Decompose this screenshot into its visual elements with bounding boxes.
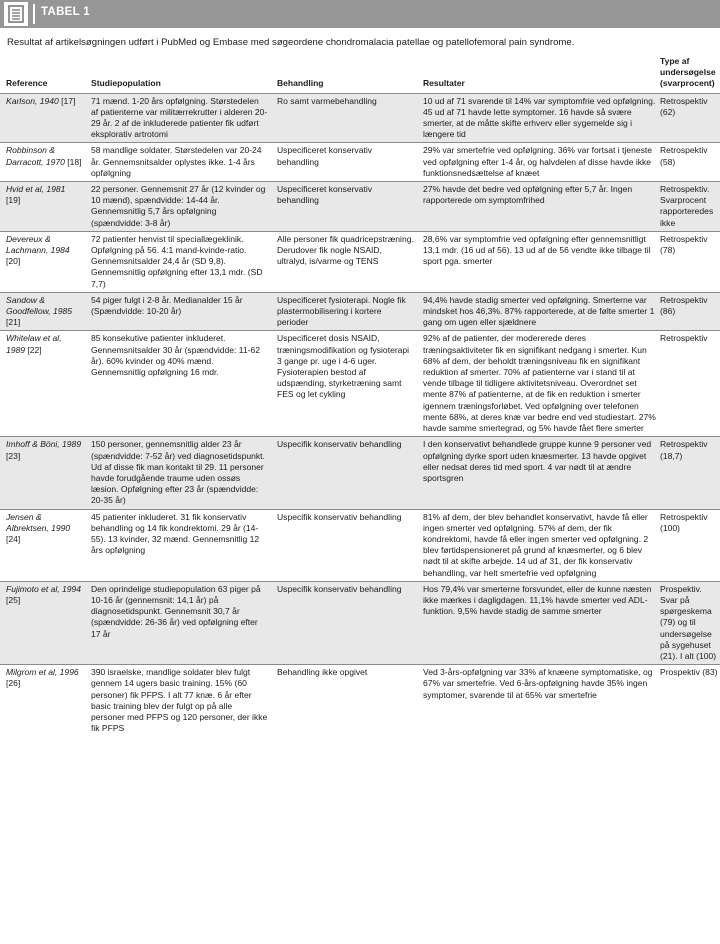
- results-cell: 28,6% var symptomfrie ved opfølgning efter gennemsnitligt 13,1 mdr. (16 ud af 56). 13 ud af de 56 vendte ikke tilbage til sport pga. smerter: [423, 233, 651, 267]
- study-type-cell: Retrospektiv (62): [660, 95, 708, 117]
- table-row: [0, 331, 720, 437]
- population-cell: 58 mandlige soldater. Størstedelen var 20-24 år. Gennemsnitsalder oplystes ikke. 1-4 års opfølgning: [91, 145, 262, 178]
- population-cell: 85 konsekutive patienter inkluderet. Gennemsnitsalder 30 år (spændvidde: 11-62 år). 60% kvinder og 40% mænd. Gennemsnitlig opfølgning 16 mdr.: [91, 333, 260, 378]
- reference-number: [26]: [6, 678, 21, 689]
- reference-authors: Milgrom et al, 1996: [6, 667, 79, 678]
- reference-cell: [0, 437, 85, 509]
- reference-number: [17]: [61, 95, 76, 106]
- reference-authors: Devereux & Lachmann, 1984: [6, 233, 70, 256]
- reference-cell: [0, 581, 85, 664]
- study-type-cell: Retrospektiv (18,7): [660, 439, 708, 461]
- results-cell: I den konservativt behandlede gruppe kunne 9 personer ved opfølgning dyrke sport uden knæsmerter. 13 havde opgivet eller nedsat deres tid med sport. 4 var nødt til at ændre sportsgren: [423, 439, 652, 483]
- population-cell: 72 patienter henvist til speciallægeklinik. Opfølgning på 56. 4:1 mand-kvinde-ratio. Gennemsnitsalder 24,4 år (SD 9,8). Gennemsnitlig opfølgning efter 13,1 mdr. (SD 7,7): [91, 233, 263, 289]
- table-title: TABEL 1: [41, 6, 90, 18]
- reference-cell: [0, 231, 85, 292]
- reference-cell: [0, 93, 85, 143]
- reference-number: [23]: [6, 450, 21, 461]
- results-cell: 92% af de patienter, der modererede deres træningsaktiviteter fik en signifikant nedgang i smerter. Kun 68% af dem, der beholdt træningsniveau fik en signifikant reduktion af smerter. 70% af patienterne var i stand til at vende tilbage til tidligere aktivitetsniveau. Overordnet set mente 87% af patienterne, at de fik en reduktion i smerter igennem træningsforløbet. Ved opfølgning over telefonen mente 68%, at deres knæ var bedre end ved studiestart. 27% havde samme smertegrad, og 5% havde fået flere smerter: [423, 333, 656, 434]
- reference-authors: Jensen & Albrektsen, 1990: [6, 511, 71, 533]
- column-header-treatment: Behandling: [277, 78, 324, 89]
- population-cell: 150 personer, gennemsnitlig alder 23 år (spændvidde: 7-52 år) ved diagnosetidspunkt. Ud af disse fik man kontakt til 29. 11 personer havde forudgående traume uden ossøs læsion. Opfølgning efter 23 år (spændvidde: 20-35 år): [91, 439, 265, 506]
- results-cell: Hos 79,4% var smerterne forsvundet, eller de kunne næsten ikke mærkes i dagligdagen. 11,1% havde smerter ved ADL-funktion. 9,5% havde stadig de samme smerter: [423, 583, 652, 617]
- treatment-cell: Uspecificeret fysioterapi. Nogle fik plastermobilisering i kortere perioder: [277, 294, 406, 328]
- table-row: [0, 509, 720, 581]
- reference-cell: [0, 182, 85, 232]
- column-header-population: Studiepopulation: [91, 78, 161, 89]
- table-row: [0, 581, 720, 664]
- reference-authors: Whitelaw et al, 1989: [6, 333, 62, 355]
- reference-cell: [0, 143, 85, 182]
- results-cell: 10 ud af 71 svarende til 14% var symptomfrie ved opfølgning. 45 ud af 71 havde lette symptomer. 16 havde så svære smerter, at de måtte skifte erhverv eller sygemelde sig i længere tid: [423, 95, 656, 140]
- reference-cell: [0, 292, 85, 331]
- study-type-cell: Retrospektiv (86): [660, 294, 708, 317]
- reference-number: [24]: [6, 533, 21, 544]
- treatment-cell: Alle personer fik quadricepstræning. Derudover fik nogle NSAID, ultralyd, is/varme og TENS: [277, 233, 414, 267]
- table-row: [0, 93, 720, 143]
- reference-cell: [0, 509, 85, 581]
- study-type-cell: Prospektiv. Svar på spørgeskema (79) og til undersøgelse på sygehuset (21). I alt (100): [660, 583, 717, 661]
- results-cell: Ved 3-års-opfølgning var 33% af knæene symptomatiske, og 67% var smertefrie. Ved 6-års-opfølgning havde 35% ingen symptomer, svarende til at 65% var smertefrie: [423, 667, 653, 700]
- population-cell: 390 israelske, mandlige soldater blev fulgt gennem 14 ugers basic training. 15% (60 personer) fik PFPS. I alt 77 knæ. 6 år efter basic training blev der fulgt op på alle personer med PFPS og 120 personer, der ikke fik PFPS: [91, 667, 268, 734]
- study-type-cell: Retrospektiv (78): [660, 233, 708, 256]
- population-cell: Den oprindelige studiepopulation 63 piger på 10-16 år (gennemsnit: 14,1 år) på diagnosetidspunkt. Gennemsnit 30,7 år (spændvidde: 26-36 år) ved opfølgning efter 17 år: [91, 583, 261, 639]
- population-cell: 45 patienter inkluderet. 31 fik konservativ behandling og 14 fik kondrektomi. 29 år (14-55). 13 kvinder, 32 mænd. Gennemsnitlig 12 års opfølgning: [91, 511, 260, 556]
- reference-number: [22]: [27, 344, 42, 355]
- treatment-cell: Uspecifik konservativ behandling: [277, 511, 402, 522]
- reference-cell: [0, 331, 85, 437]
- column-header-type: Type af undersøgelse (svarprocent): [660, 56, 716, 89]
- treatment-cell: Behandling ikke opgivet: [277, 667, 368, 678]
- reference-number: [18]: [67, 156, 82, 167]
- treatment-cell: Uspecifik konservativ behandling: [277, 439, 402, 450]
- results-cell: 29% var smertefrie ved opfølgning. 36% var fortsat i tjeneste ved opfølgning efter 1-4 år, og halvdelen af disse havde ikke funktionsnedsættelse af knæet: [423, 145, 652, 178]
- reference-authors: Sandow & Goodfellow, 1985: [6, 294, 73, 317]
- table-row: [0, 665, 720, 737]
- table-header-row: [0, 54, 720, 93]
- reference-number: [21]: [6, 317, 21, 328]
- table-row: [0, 437, 720, 509]
- treatment-cell: Ro samt varmebehandling: [277, 95, 377, 106]
- column-header-reference: Reference: [6, 78, 48, 89]
- reference-number: [19]: [6, 195, 21, 206]
- treatment-cell: Uspecificeret konservativ behandling: [277, 145, 373, 167]
- reference-authors: Fujimoto et al, 1994: [6, 583, 82, 594]
- treatment-cell: Uspecifik konservativ behandling: [277, 583, 402, 594]
- results-cell: 81% af dem, der blev behandlet konservativt, havde få eller ingen smerter ved opfølgning. 57% af dem, der fik kondrektomi, havde få eller ingen smerter ved opfølgning. 2 blev førtidspensioneret på grund af knæsmerter, og 6 blev nødt til at skifte arbejde. 14 ud af 31, der fik konservativ behandling, var helt smertefrie ved opfølgning: [423, 511, 649, 578]
- reference-number: [20]: [6, 256, 21, 267]
- table-row: [0, 292, 720, 331]
- table-body: [0, 93, 720, 736]
- table-caption: Resultat af artikelsøgningen udført i PubMed og Embase med søgeordene chondromalacia patellae og patellofemoral pain syndrome.: [7, 37, 575, 48]
- table-header-bar: [0, 0, 720, 28]
- treatment-cell: Uspecificeret dosis NSAID, træningsmodifikation og fysioterapi 3 gange pr. uge i 4-6 uger. Fysioterapien bestod af udspænding, styrketræning samt FES og let cykling: [277, 333, 410, 400]
- treatment-cell: Uspecificeret konservativ behandling: [277, 184, 373, 206]
- population-cell: 71 mænd. 1-20 års opfølgning. Størstedelen af patienterne var militærrekrutter i alderen 20-29 år. 2 af de inkluderede patienter fik udført eksplorativ artrotomi: [91, 95, 268, 140]
- results-cell: 27% havde det bedre ved opfølgning efter 5,7 år. Ingen rapporterede om symptomfrihed: [423, 184, 633, 206]
- reference-authors: Imhoff & Böni, 1989: [6, 439, 82, 450]
- results-table: [0, 54, 720, 736]
- study-type-cell: Retrospektiv: [660, 333, 708, 344]
- study-type-cell: Retrospektiv. Svarprocent rapporteredes ikke: [660, 184, 714, 228]
- table-icon: [4, 2, 28, 26]
- study-type-cell: Retrospektiv (58): [660, 145, 708, 167]
- table-row: [0, 143, 720, 182]
- column-header-results: Resultater: [423, 78, 465, 89]
- table-row: [0, 182, 720, 232]
- header-divider: [33, 4, 35, 24]
- population-cell: 54 piger fulgt i 2-8 år. Medianalder 15 år (Spændvidde: 10-20 år): [91, 294, 243, 317]
- study-type-cell: Prospektiv (83): [660, 667, 718, 678]
- reference-authors: Hvid et al, 1981: [6, 184, 66, 195]
- reference-authors: Karlson, 1940: [6, 95, 59, 106]
- study-type-cell: Retrospektiv (100): [660, 511, 708, 533]
- population-cell: 22 personer. Gennemsnit 27 år (12 kvinder og 10 mænd), spændvidde: 14-44 år. Gennemsnitlig 5,7 års opfølgning (spændvidde: 3-8 år): [91, 184, 266, 228]
- reference-cell: [0, 665, 85, 737]
- reference-authors: Robbinson & Darracott, 1970: [6, 145, 65, 167]
- results-cell: 94,4% havde stadig smerter ved opfølgning. Smerterne var mindsket hos 46,3%. 87% rapporterede, at de følte smerter 1 gang om ugen eller sjældnere: [423, 294, 655, 328]
- reference-number: [25]: [6, 594, 21, 605]
- table-row: [0, 231, 720, 292]
